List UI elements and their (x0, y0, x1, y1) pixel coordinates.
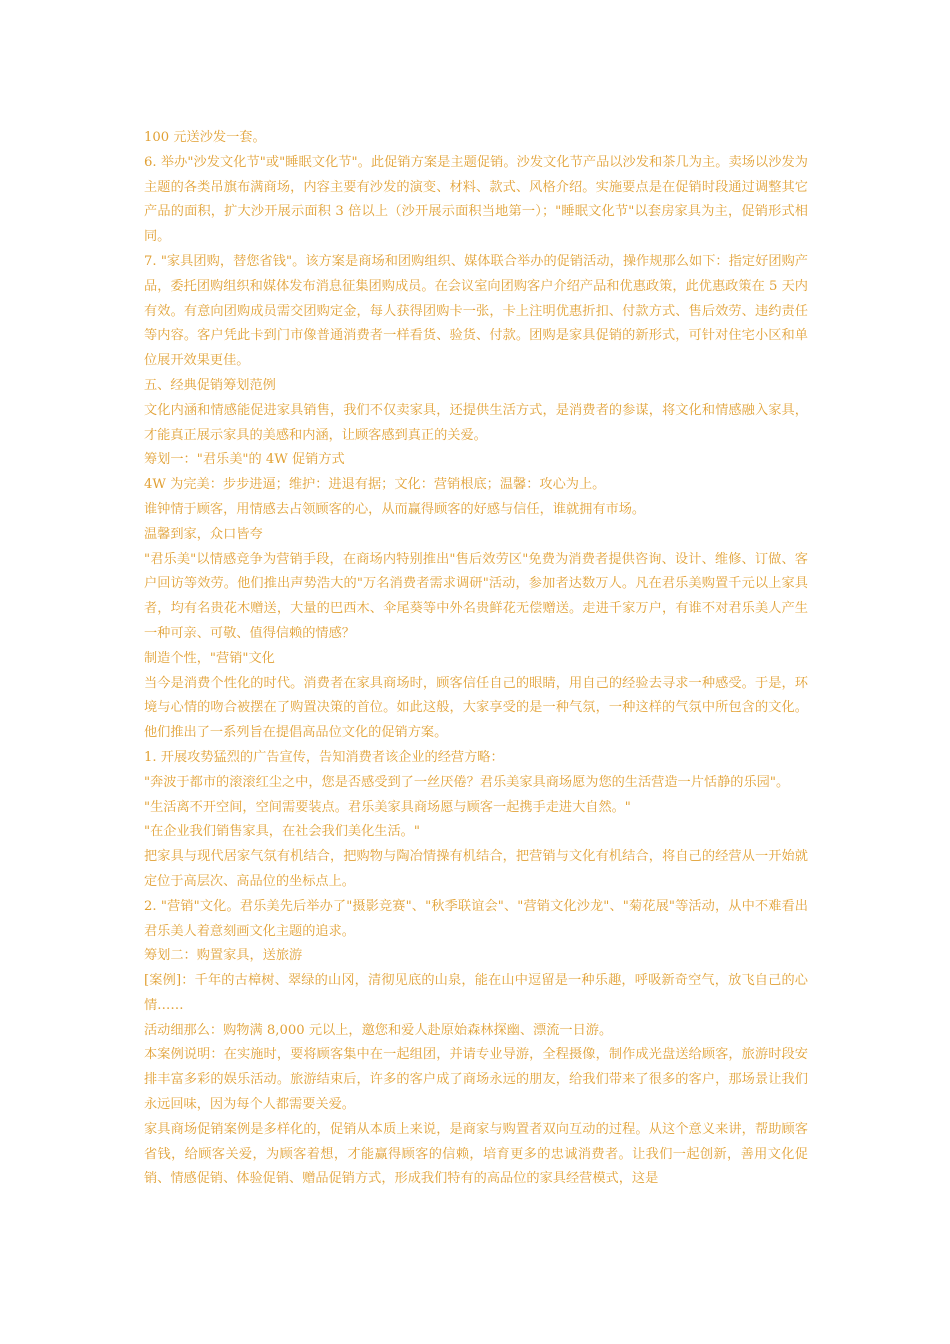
paragraph-18: 2. "营销"文化。君乐美先后举办了"摄影竞赛"、"秋季联谊会"、"营销文化沙龙"、"菊花展"等活动，从中不难看出君乐美人着意刻画文化主题的追求。 (144, 898, 808, 939)
plan-two-heading: 筹划二：购置家具，送旅游 (144, 948, 303, 964)
paragraph-17: 把家具与现代居家气氛有机结合，把购物与陶冶情操有机结合，把营销与文化有机结合，将自己的经营从一开始就定位于高层次、高品位的坐标点上。 (144, 849, 808, 889)
section-heading: 五、经典促销筹划范例 (144, 377, 276, 393)
paragraph-1: 100 元送沙发一套。 (144, 130, 266, 145)
quote-2: "生活离不开空间，空间需要装点。君乐美家具商场愿与顾客一起携手走进大自然。" (144, 799, 631, 815)
paragraph-10: "君乐美"以情感竞争为营销手段，在商场内特别推出"售后效劳区"免费为消费者提供咨询、设计、维修、订做、客户回访等效劳。他们推出声势浩大的"万名消费者需求调研"活动，参加者达数万人。凡在君乐美购置千元以上家具者，均有名贵花木赠送，大量的巴西木、伞尾葵等中外名贵鲜花无偿赠送。走进千家万户，有谁不对君乐美人产生一种可亲、可敬、值得信赖的情感？ (144, 551, 808, 641)
paragraph-13: 1. 开展攻势猛烈的广告宣传，告知消费者该企业的经营方略： (144, 749, 504, 765)
plan-one-heading: 筹划一："君乐美"的 4W 促销方式 (144, 452, 345, 468)
closing-paragraph: 家具商场促销案例是多样化的，促销从本质上来说，是商家与购置者双向互动的过程。从这个意义来讲，帮助顾客省钱，给顾客关爱，为顾客着想，才能赢得顾客的信赖，培育更多的忠诚消费者。让我们一起创新，善用文化促销、情感促销、体验促销、赠品促销方式，形成我们特有的高品位的家具经营模式，这是 (144, 1121, 808, 1187)
quote-1: "奔波于都市的滚滚红尘之中，您是否感受到了一丝厌倦？君乐美家具商场愿为您的生活营造一片恬静的乐园"。 (144, 774, 790, 790)
case-paragraph: [案例]：千年的古樟树、翠绿的山冈，清彻见底的山泉，能在山中逗留是一种乐趣，呼吸新奇空气，放飞自己的心情…… (144, 973, 808, 1013)
paragraph-5: 文化内涵和情感能促进家具销售，我们不仅卖家具，还提供生活方式，是消费者的参谋，将文化和情感融入家具，才能真正展示家具的美感和内涵，让顾客感到真正的关爱。 (144, 402, 808, 443)
paragraph-12: 当今是消费个性化的时代。消费者在家具商场时，顾客信任自己的眼睛，用自己的经验去寻求一种感受。于是，环境与心情的吻合被摆在了购置决策的首位。如此这般，大家享受的是一种气氛，一种这样的气氛中所包含的文化。他们推出了一系列旨在提倡高品位文化的促销方案。 (144, 675, 808, 741)
paragraph-3: 7. "家具团购，替您省钱"。该方案是商场和团购组织、媒体联合举办的促销活动，操作规那么如下：指定好团购产品，委托团购组织和媒体发布消息征集团购成员。在会议室向团购客户介绍产品和优惠政策，此优惠政策在 5 天内有效。有意向团购成员需交团购定金，每人获得团购卡一张，卡上注明优惠折扣、付款方式、售后效劳、违约责任等内容。客户凭此卡到门市像普通消费者一样看货、验货、付款。团购是家具促销的新形式，可针对住宅小区和单位展开效果更佳。 (144, 253, 808, 369)
subheading-warm-home: 温馨到家，众口皆夸 (144, 526, 263, 542)
paragraph-8: 谁钟情于顾客，用情感去占领顾客的心，从而赢得顾客的好感与信任，谁就拥有市场。 (144, 501, 646, 517)
paragraph-7: 4W 为完美：步步进逼；维护：进退有据；文化：营销根底；温馨：攻心为上。 (144, 477, 606, 493)
document-page (144, 126, 808, 1192)
quote-3: "在企业我们销售家具，在社会我们美化生活。" (144, 824, 420, 840)
subheading-marketing-culture: 制造个性，"营销"文化 (144, 650, 275, 666)
paragraph-2: 6. 举办"沙发文化节"或"睡眠文化节"。此促销方案是主题促销。沙发文化节产品以沙发和茶几为主。卖场以沙发为主题的各类吊旗布满商场，内容主要有沙发的演变、材料、款式、风格介绍。实施要点是在促销时段通过调整其它产品的面积，扩大沙开展示面积 3 倍以上（沙开展示面积当地第一）；"睡眠文化节"以套房家具为主，促销形式相同。 (144, 154, 808, 245)
activity-rules: 活动细那么：购物满 8,000 元以上，邀您和爱人赴原始森林探幽、漂流一日游。 (144, 1022, 613, 1038)
case-explanation: 本案例说明：在实施时，要将顾客集中在一起组团，并请专业导游，全程摄像，制作成光盘送给顾客，旅游时段安排丰富多彩的娱乐活动。旅游结束后，许多的客户成了商场永远的朋友，给我们带来了很多的客户，那场景让我们永远回味，因为每个人都需要关爱。 (144, 1047, 808, 1113)
